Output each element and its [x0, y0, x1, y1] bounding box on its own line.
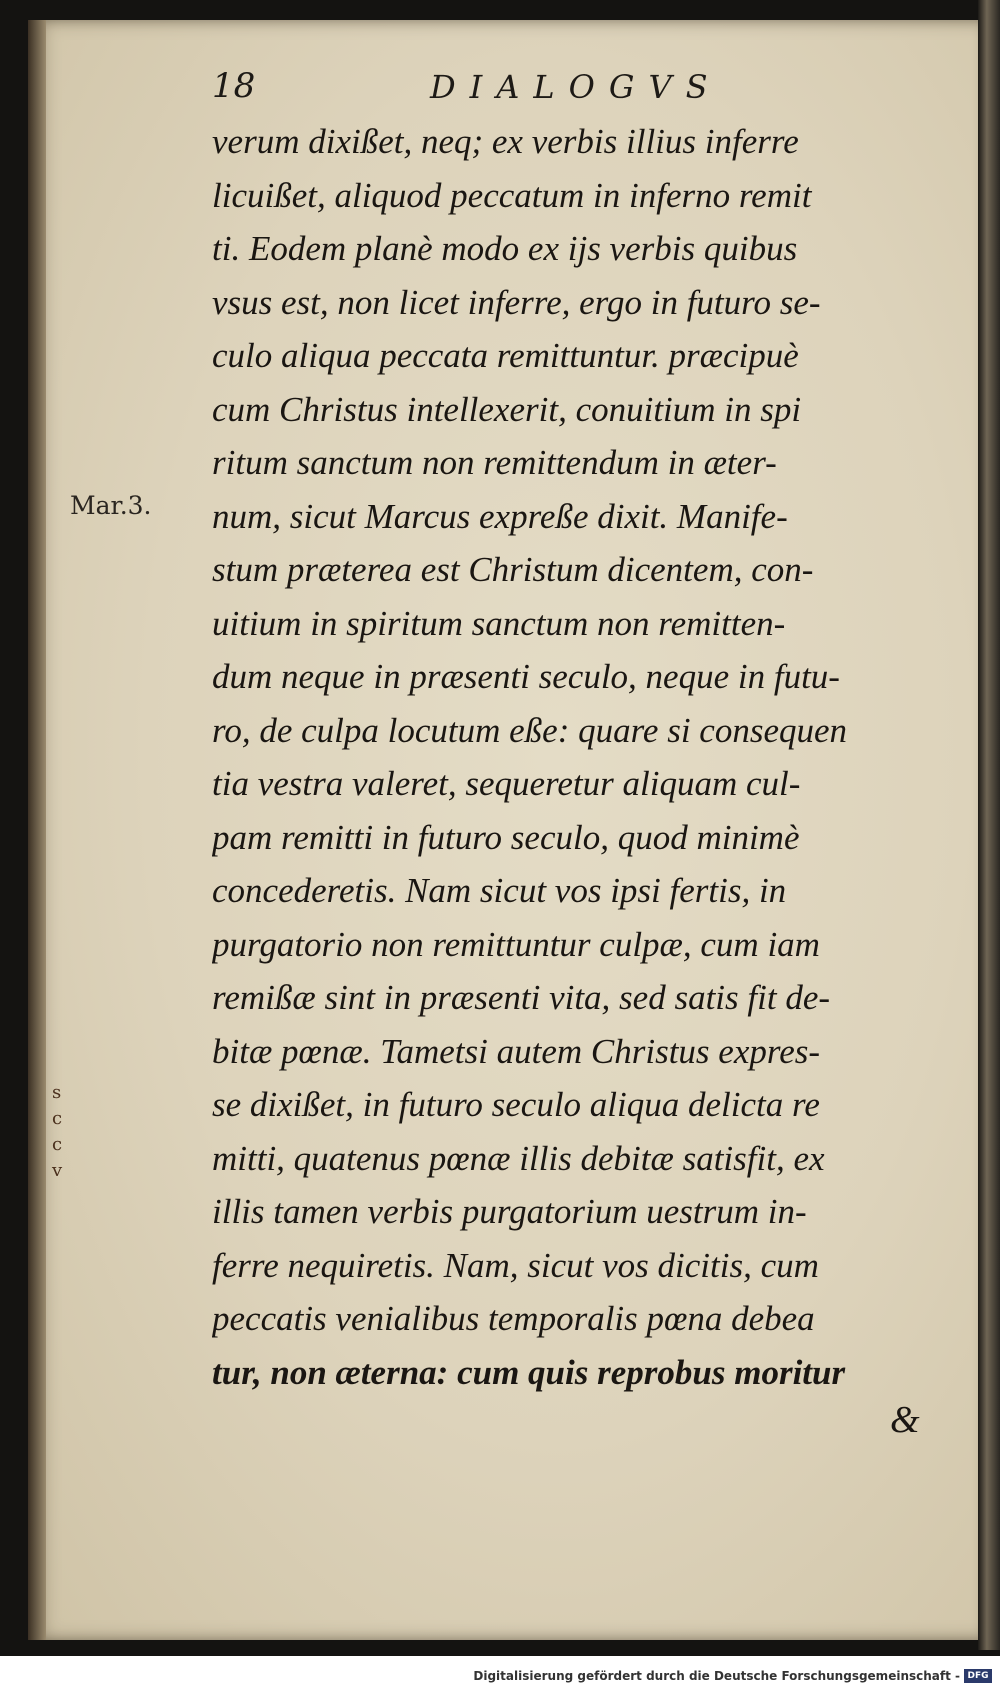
text-line: ro, de culpa locutum eße: quare si consequen [212, 710, 848, 750]
text-line: concederetis. Nam sicut vos ipsi fertis, in [212, 871, 787, 910]
text-line: purgatorio non remittuntur culpæ, cum iam [212, 924, 820, 964]
page-header [0, 66, 1000, 116]
text-line: licuißet, aliquod peccatum in inferno remit [212, 175, 812, 215]
text-line: bitæ pœnæ. Tametsi autem Christus expres- [212, 1031, 821, 1071]
text-line: vsus est, non licet inferre, ergo in futuro se- [212, 282, 821, 322]
marginal-note: Mar.3. [70, 491, 152, 520]
text-line: cum Christus intellexerit, conuitium in spi [212, 389, 802, 429]
footer-bar [0, 1656, 1000, 1690]
spine-marks: s c c v [52, 1082, 63, 1181]
text-line: dum neque in præsenti seculo, neque in futu- [212, 657, 840, 696]
text-line: verum dixißet, neq; ex verbis illius inferre [212, 122, 799, 161]
text-line: pam remitti in futuro seculo, quod minimè [212, 817, 800, 857]
text-line: se dixißet, in futuro seculo aliqua delicta re [212, 1085, 820, 1124]
text-line: illis tamen verbis purgatorium uestrum in- [212, 1192, 807, 1231]
text-line: tur, non æterna: cum quis reprobus moritur [212, 1352, 846, 1392]
page-edge [978, 0, 1000, 1650]
text-line: remißæ sint in præsenti vita, sed satis fit de- [212, 978, 831, 1017]
text-line: peccatis venialibus temporalis pœna debea [212, 1299, 815, 1338]
text-line: stum præterea est Christum dicentem, con- [212, 550, 814, 589]
page-gutter [28, 20, 46, 1640]
text-line: ritum sanctum non remittendum in æter- [212, 443, 777, 482]
text-line: uitium in spiritum sanctum non remitten- [212, 603, 786, 643]
catchword: & [890, 1399, 920, 1441]
text-line: tia vestra valeret, sequeretur aliquam cul- [212, 764, 801, 803]
running-head: DIALOGVS [430, 68, 722, 106]
dfg-logo-icon: DFG [964, 1669, 992, 1683]
body-text [212, 115, 947, 1399]
funding-credit: Digitalisierung gefördert durch die Deutsche Forschungsgemeinschaft - [473, 1669, 960, 1683]
text-line: num, sicut Marcus expreße dixit. Manife- [212, 496, 788, 536]
page-number: 18 [212, 66, 256, 106]
text-line: culo aliqua peccata remittuntur. præcipuè [212, 336, 799, 375]
text-line: mitti, quatenus pœnæ illis debitæ satisfit, ex [212, 1138, 825, 1178]
text-line: ferre nequiretis. Nam, sicut vos dicitis, cum [212, 1245, 819, 1285]
text-line: ti. Eodem planè modo ex ijs verbis quibus [212, 229, 798, 268]
